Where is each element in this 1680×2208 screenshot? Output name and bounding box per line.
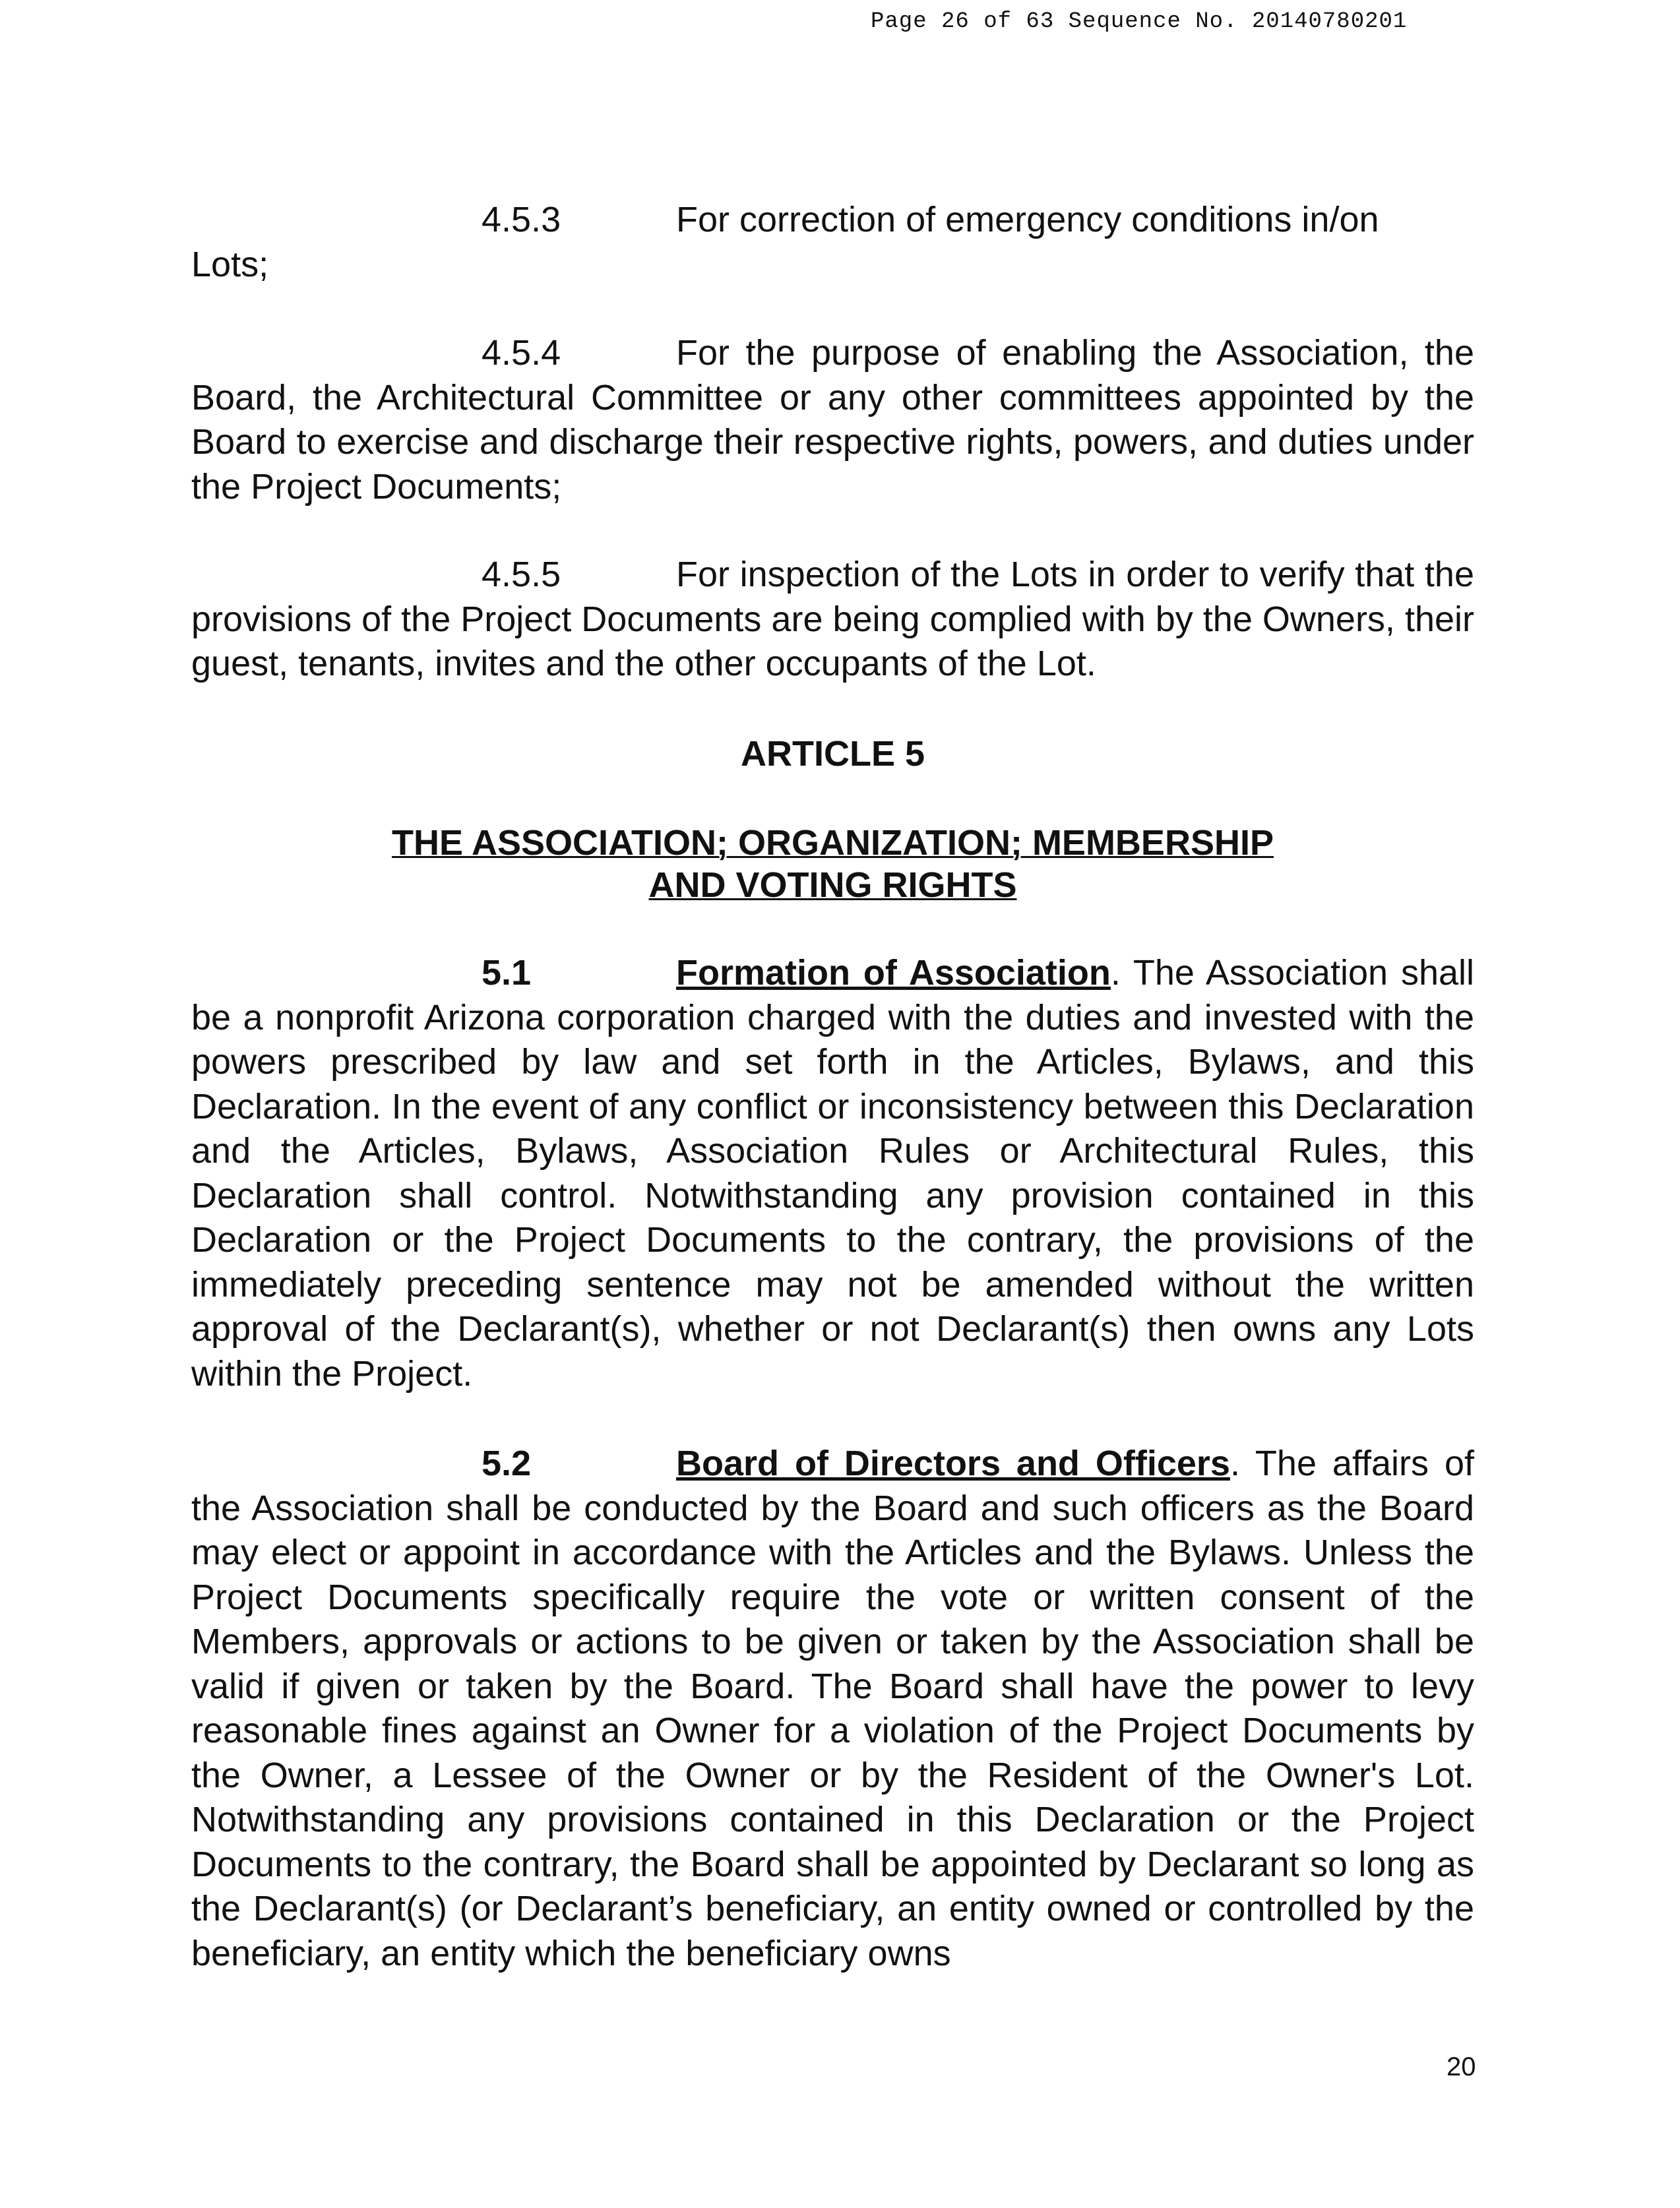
item-4-5-3 [191,198,1474,287]
section-title: Formation of Association [676,953,1111,993]
item-number: 4.5.5 [482,555,561,594]
page-header: Page 26 of 63 Sequence No. 20140780201 [871,9,1408,34]
item-text: For the purpose of enabling the Association, the Board, the Architectural Committee or any other committees appointed by the Board to exercise and discharge their respective rights, powers, and duties under the Project Documents; [191,333,1474,506]
section-5-2 [191,1442,1474,1976]
article-title-line-2: AND VOTING RIGHTS [648,865,1017,905]
page-number: 20 [1447,2052,1476,2081]
article-label: ARTICLE 5 [740,734,925,774]
item-4-5-5 [191,553,1474,687]
section-title: Board of Directors and Officers [676,1444,1230,1483]
section-number: 5.2 [482,1444,532,1483]
section-number: 5.1 [482,953,532,993]
item-text: For correction of emergency conditions in/on [676,200,1379,239]
item-number: 4.5.3 [482,200,561,239]
section-5-1 [191,951,1474,1396]
section-text: . The Association shall be a nonprofit Arizona corporation charged with the duties and invested with the powers prescribed by law and set forth in the Articles, Bylaws, and this Declaration. In the event of any conflict or inconsistency between this Declaration and the Articles, Bylaws, Association Rules or Architectural Rules, this Declaration shall control. Notwithstanding any provision contained in this Declaration or the Project Documents to the contrary, the provisions of the immediately preceding sentence may not be amended without the written approval of the Declarant(s), whether or not Declarant(s) then owns any Lots within the Project. [191,953,1475,1394]
item-text: For inspection of the Lots in order to verify that the provisions of the Project Documents are being complied with by the Owners, their guest, tenants, invites and the other occupants of the Lot. [191,555,1474,683]
item-number: 4.5.4 [482,333,561,373]
item-4-5-4 [191,331,1474,509]
item-continuation: Lots; [191,244,269,284]
article-title-line-1: THE ASSOCIATION; ORGANIZATION; MEMBERSHIP [392,823,1274,863]
article-title [191,822,1474,906]
section-text: . The affairs of the Association shall be conducted by the Board and such officers as the Board may elect or appoint in accordance with the Articles and the Bylaws. Unless the Project Documents specifically require the vote or written consent of the Members, approvals or actions to be given or taken by the Association shall be valid if given or taken by the Board. The Board shall have the power to levy reasonable fines against an Owner for a violation of the Project Documents by the Owner, a Lessee of the Owner or by the Resident of the Owner's Lot. Notwithstanding any provisions contained in this Declaration or the Project Documents to the contrary, the Board shall be appointed by Declarant so long as the Declarant(s) (or Declarant’s beneficiary, an entity owned or controlled by the beneficiary, an entity which the beneficiary owns [191,1444,1474,1973]
